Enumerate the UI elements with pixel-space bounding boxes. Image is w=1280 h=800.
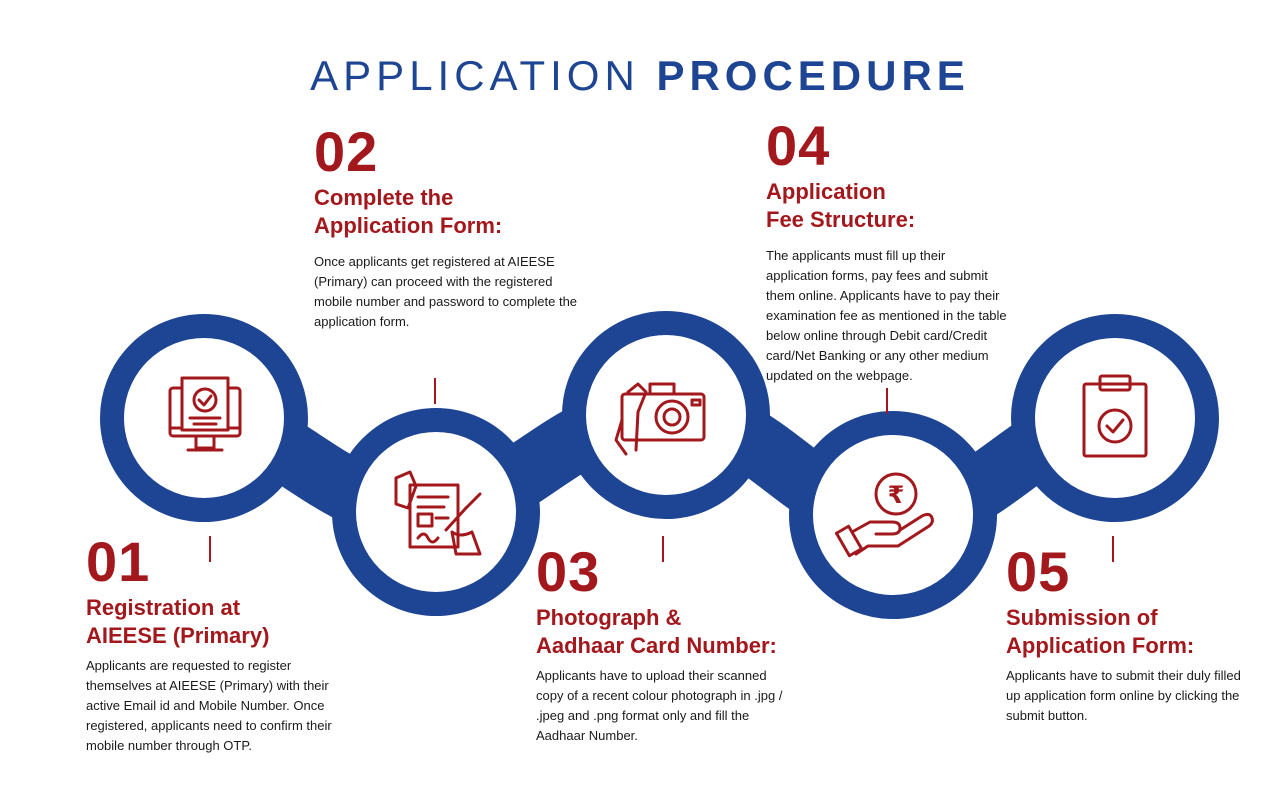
step-number: 01 (86, 530, 151, 593)
step-5 (1006, 540, 1246, 726)
step-heading (314, 184, 582, 240)
step-number: 02 (314, 120, 379, 183)
step-heading-line-1: Application (766, 179, 886, 204)
step-description: Applicants have to upload their scanned copy of a recent colour photograph in .jpg / .jpeg and .png format only and fill the Aadhaar Number. (536, 668, 783, 743)
step-heading (1006, 604, 1246, 660)
step-heading-line-2: Application Form: (1006, 633, 1195, 658)
step-heading (766, 178, 1010, 234)
step-description: Applicants are requested to register themselves at AIEESE (Primary) with their active Email id and Mobile Number. Once registered, applicants need to confirm their mobile number through OTP. (86, 658, 332, 753)
step-number: 04 (766, 114, 831, 177)
step-heading-line-1: Registration at (86, 595, 241, 620)
step-number: 03 (536, 540, 601, 603)
step-heading-line-1: Photograph & (536, 605, 682, 630)
title-part-light: APPLICATION (310, 52, 640, 99)
step-4 (766, 114, 1010, 386)
step-4-tick (886, 388, 888, 414)
step-heading (86, 594, 356, 650)
step-heading (536, 604, 796, 660)
step-description: Once applicants get registered at AIEESE (Primary) can proceed with the registered mobile number and password to complete the application form. (314, 254, 578, 329)
step-heading-line-2: Application Form: (314, 213, 503, 238)
step-description: Applicants have to submit their duly filled up application form online by clicking the submit button. (1006, 668, 1241, 723)
step-2-tick (434, 378, 436, 404)
step-5-ring (1023, 326, 1207, 510)
step-heading-line-1: Complete the (314, 185, 454, 210)
step-2-ring (344, 420, 528, 604)
step-heading-line-2: Fee Structure: (766, 207, 916, 232)
step-number: 05 (1006, 540, 1071, 603)
step-1 (86, 530, 356, 756)
step-heading-line-1: Submission of (1006, 605, 1158, 630)
step-heading-line-2: AIEESE (Primary) (86, 623, 270, 648)
title-part-bold: PROCEDURE (656, 52, 970, 99)
step-description: The applicants must fill up their application forms, pay fees and submit them online. Applicants have to pay their examination fee as mentioned in the table below online through Debit card/Credit card/Net Banking or any other medium updated on the webpage. (766, 248, 1007, 383)
step-2 (314, 120, 582, 332)
step-3 (536, 540, 796, 746)
step-heading-line-2: Aadhaar Card Number: (536, 633, 777, 658)
svg-text:₹: ₹ (887, 481, 905, 509)
step-3-ring (574, 323, 758, 507)
